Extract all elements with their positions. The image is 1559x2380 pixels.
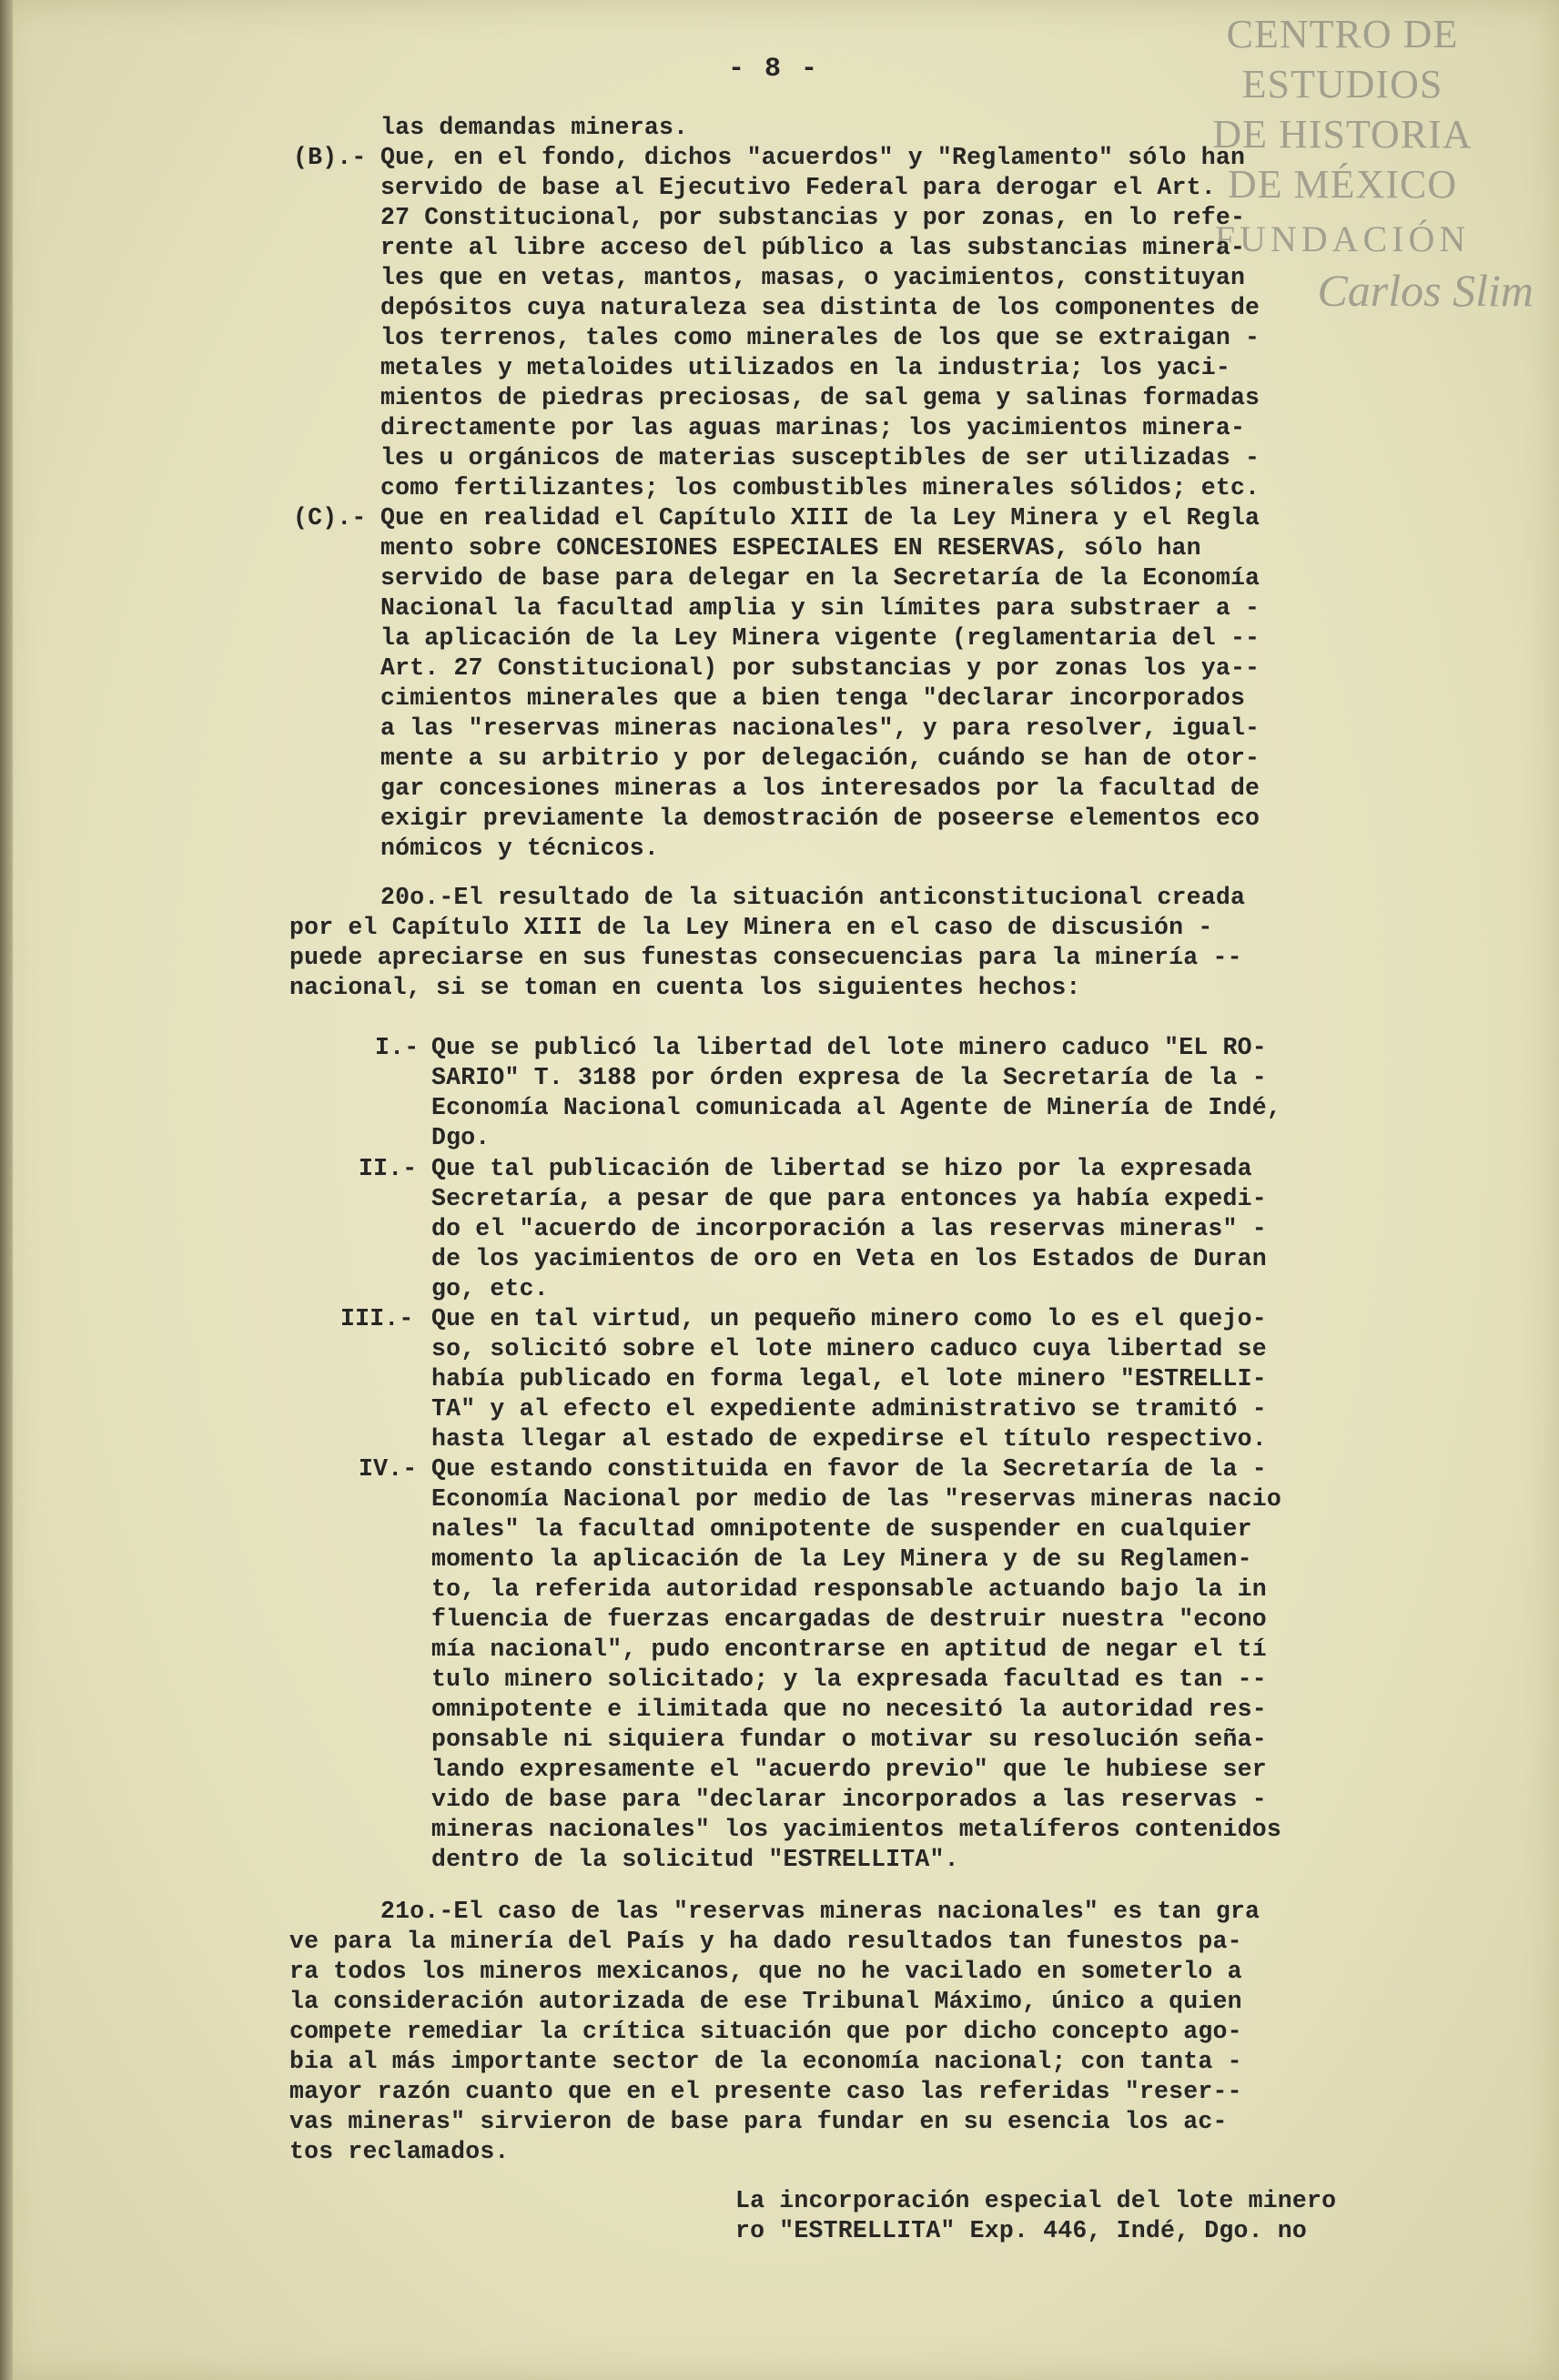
text-line: La incorporación especial del lote minero	[735, 2187, 1337, 2214]
text-line: mineras nacionales" los yacimientos metalíferos contenidos	[431, 1816, 1281, 1843]
text-line: ponsable ni siquiera fundar o motivar su resolución seña-	[431, 1726, 1267, 1753]
item-label: IV.-	[359, 1455, 418, 1483]
text-line: de los yacimientos de oro en Veta en los Estados de Duran	[431, 1245, 1267, 1272]
text-line: so, solicitó sobre el lote minero caduco cuya libertad se	[431, 1335, 1267, 1362]
text-line: Economía Nacional comunicada al Agente de Minería de Indé,	[431, 1094, 1281, 1121]
text-line: la consideración autorizada de ese Tribunal Máximo, único a quien	[289, 1988, 1242, 2015]
text-line: momento la aplicación de la Ley Minera y de su Reglamen-	[431, 1545, 1252, 1573]
text-line: TA" y al efecto el expediente administrativo se tramitó -	[431, 1395, 1267, 1423]
text-line: había publicado en forma legal, el lote minero "ESTRELLI-	[431, 1365, 1267, 1393]
text-line: depósitos cuya naturaleza sea distinta de los componentes de	[380, 294, 1260, 321]
page-number: - 8 -	[728, 54, 820, 85]
text-line: Que tal publicación de libertad se hizo por la expresada	[431, 1155, 1252, 1182]
text-line: las demandas mineras.	[380, 114, 689, 141]
item-c-text	[380, 503, 1260, 864]
text-line: dentro de la solicitud "ESTRELLITA".	[431, 1846, 959, 1873]
text-line: Nacional la facultad amplia y sin límites para substraer a -	[380, 594, 1260, 622]
text-line: Secretaría, a pesar de que para entonces ya había expedi-	[431, 1185, 1267, 1212]
text-line: Que en realidad el Capítulo XIII de la Ley Minera y el Regla	[380, 504, 1260, 532]
text-line: Dgo.	[431, 1124, 491, 1151]
text-line: Que estando constituida en favor de la Secretaría de la -	[431, 1455, 1267, 1483]
text-line: cimientos minerales que a bien tenga "declarar incorporados	[380, 684, 1246, 712]
text-line: vas mineras" sirvieron de base para fundar en su esencia los ac-	[289, 2108, 1228, 2135]
item-label: (B).-	[293, 144, 367, 171]
intro-line	[380, 113, 688, 143]
watermark-line-3: DE HISTORIA	[1212, 112, 1473, 157]
text-line: lando expresamente el "acuerdo previo" que le hubiese ser	[431, 1756, 1267, 1783]
text-line: bia al más importante sector de la economía nacional; con tanta -	[289, 2048, 1242, 2075]
text-line: omnipotente e ilimitada que no necesitó la autoridad res-	[431, 1696, 1267, 1723]
text-line: mientos de piedras preciosas, de sal gema y salinas formadas	[380, 384, 1260, 411]
text-line: directamente por las aguas marinas; los yacimientos minera-	[380, 414, 1246, 441]
text-line: mía nacional", pudo encontrarse en aptitud de negar el tí	[431, 1636, 1267, 1663]
text-line: rente al libre acceso del público a las substancias minera-	[380, 234, 1246, 261]
item-label: II.-	[359, 1155, 418, 1182]
text-line: exigir previamente la demostración de poseerse elementos eco	[380, 805, 1260, 832]
text-line: compete remediar la crítica situación que por dicho concepto ago-	[289, 2018, 1242, 2045]
text-line: nales" la facultad omnipotente de suspender en cualquier	[431, 1515, 1252, 1543]
item-label: III.-	[340, 1305, 414, 1332]
text-line: Economía Nacional por medio de las "reservas mineras nacio	[431, 1485, 1281, 1513]
text-line: hasta llegar al estado de expedirse el título respectivo.	[431, 1425, 1267, 1453]
scan-edge	[0, 0, 13, 2380]
paragraph-21	[289, 1897, 1260, 2167]
text-line: la aplicación de la Ley Minera vigente (reglamentaria del --	[380, 624, 1260, 652]
text-line: nacional, si se toman en cuenta los siguientes hechos:	[289, 974, 1081, 1001]
text-line: mayor razón cuanto que en el presente caso las referidas "reser--	[289, 2078, 1242, 2105]
text-line: Art. 27 Constitucional) por substancias y por zonas los ya--	[380, 654, 1260, 682]
text-line: ve para la minería del País y ha dado resultados tan funestos pa-	[289, 1928, 1242, 1955]
text-line: Que se publicó la libertad del lote minero caduco "EL RO-	[431, 1034, 1267, 1061]
text-line: to, la referida autoridad responsable actuando bajo la in	[431, 1575, 1267, 1603]
text-line: servido de base para delegar en la Secretaría de la Economía	[380, 564, 1260, 592]
item-c	[293, 503, 1260, 864]
text-line: servido de base al Ejecutivo Federal para derogar el Art.	[380, 174, 1216, 201]
item-label: (C).-	[293, 504, 367, 532]
text-line: Que en tal virtud, un pequeño minero como lo es el quejo-	[431, 1305, 1267, 1332]
text-line: los terrenos, tales como minerales de los que se extraigan -	[380, 324, 1260, 351]
text-line: metales y metaloides utilizados en la industria; los yaci-	[380, 354, 1230, 381]
item-label: I.-	[375, 1034, 420, 1061]
fact-iii	[340, 1304, 1267, 1454]
fact-i-text	[431, 1033, 1281, 1153]
text-line: 20o.-El resultado de la situación anticonstitucional creada	[380, 884, 1246, 911]
text-line: tulo minero solicitado; y la expresada facultad es tan --	[431, 1666, 1267, 1693]
watermark-line-4: DE MÉXICO	[1227, 162, 1458, 207]
text-line: ro "ESTRELLITA" Exp. 446, Indé, Dgo. no	[735, 2217, 1308, 2244]
paragraph-20	[289, 883, 1245, 1003]
fact-i	[375, 1033, 1281, 1153]
fact-iv-text	[431, 1454, 1281, 1875]
text-line: 21o.-El caso de las "reservas mineras nacionales" es tan gra	[380, 1898, 1260, 1925]
text-line: mento sobre CONCESIONES ESPECIALES EN RESERVAS, sólo han	[380, 534, 1201, 562]
text-line: a las "reservas mineras nacionales", y para resolver, igual-	[380, 714, 1260, 742]
text-line: tos reclamados.	[289, 2138, 510, 2165]
fact-ii	[359, 1154, 1267, 1304]
text-line: Que, en el fondo, dichos "acuerdos" y "Reglamento" sólo han	[380, 144, 1246, 171]
item-b-text	[380, 143, 1260, 503]
watermark-line-1: CENTRO DE	[1226, 12, 1459, 56]
text-line: por el Capítulo XIII de la Ley Minera en el caso de discusión -	[289, 914, 1213, 941]
closing-paragraph	[735, 2186, 1336, 2246]
text-line: como fertilizantes; los combustibles minerales sólidos; etc.	[380, 474, 1260, 501]
text-line: gar concesiones mineras a los interesados por la facultad de	[380, 775, 1260, 802]
text-line: mente a su arbitrio y por delegación, cuándo se han de otor-	[380, 744, 1260, 772]
watermark-line-2: ESTUDIOS	[1241, 62, 1443, 106]
text-line: do el "acuerdo de incorporación a las reservas mineras" -	[431, 1215, 1267, 1242]
text-line: les u orgánicos de materias susceptibles de ser utilizadas -	[380, 444, 1260, 471]
text-line: vido de base para "declarar incorporados a las reservas -	[431, 1786, 1267, 1813]
fact-iv	[359, 1454, 1281, 1875]
text-line: les que en vetas, mantos, masas, o yacimientos, constituyan	[380, 264, 1246, 291]
text-line: fluencia de fuerzas encargadas de destruir nuestra "econo	[431, 1605, 1267, 1633]
text-line: puede apreciarse en sus funestas consecuencias para la minería --	[289, 944, 1242, 971]
fact-ii-text	[431, 1154, 1267, 1304]
text-line: SARIO" T. 3188 por órden expresa de la Secretaría de la -	[431, 1064, 1267, 1091]
watermark-signature: Carlos Slim	[1317, 265, 1534, 316]
item-b	[293, 143, 1260, 503]
fact-iii-text	[431, 1304, 1267, 1454]
watermark-foundation: FUNDACIÓN	[1214, 218, 1471, 259]
text-line: 27 Constitucional, por substancias y por zonas, en lo refe-	[380, 204, 1246, 231]
text-line: go, etc.	[431, 1275, 549, 1302]
text-line: ra todos los mineros mexicanos, que no he vacilado en someterlo a	[289, 1958, 1242, 1985]
text-line: nómicos y técnicos.	[380, 835, 659, 862]
